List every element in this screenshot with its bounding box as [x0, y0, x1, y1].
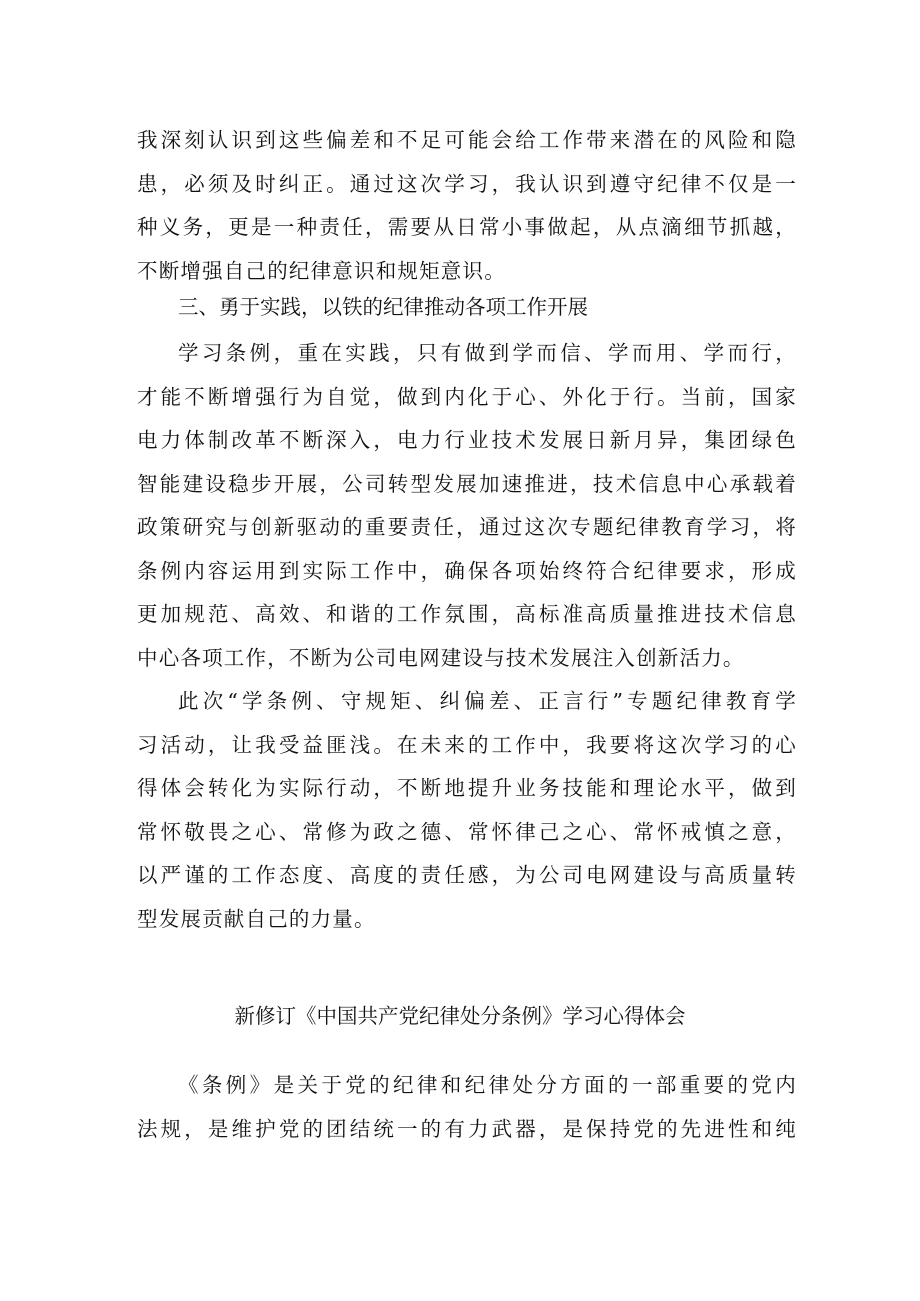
paragraph-line: 常怀敬畏之心、常修为政之德、常怀律己之心、常怀戒慎之意， — [137, 819, 797, 844]
paragraph-line: 条例内容运用到实际工作中，确保各项始终符合纪律要求，形成 — [137, 558, 797, 583]
article-title: 新修订《中国共产党纪律处分条例》学习心得体会 — [234, 1004, 686, 1028]
paragraph-line: 智能建设稳步开展，公司转型发展加速推进，技术信息中心承载着 — [137, 471, 797, 496]
paragraph-line: 我深刻认识到这些偏差和不足可能会给工作带来潜在的风险和隐 — [137, 128, 797, 152]
paragraph-line: 才能不断增强行为自觉，做到内化于心、外化于行。当前，国家 — [137, 384, 797, 409]
paragraph-line: 种义务，更是一种责任，需要从日常小事做起，从点滴细节抓越， — [137, 215, 797, 239]
paragraph-line: 中心各项工作，不断为公司电网建设与技术发展注入创新活力。 — [137, 645, 745, 670]
paragraph-line: 《条例》是关于党的纪律和纪律处分方面的一部重要的党内 — [178, 1073, 797, 1097]
paragraph-line: 学习条例，重在实践，只有做到学而信、学而用、学而行， — [178, 341, 797, 365]
paragraph-line: 不断增强自己的纪律意识和规矩意识。 — [137, 258, 506, 283]
body-paragraph — [137, 680, 797, 941]
paragraph-line: 法规，是维护党的团结统一的有力武器，是保持党的先进性和纯 — [137, 1116, 797, 1141]
body-paragraph — [137, 332, 797, 680]
section-heading: 三、勇于实践，以铁的纪律推动各项工作开展 — [178, 295, 588, 319]
paragraph-line: 此次“学条例、守规矩、纠偏差、正言行”专题纪律教育学 — [178, 689, 797, 713]
paragraph-line: 患，必须及时纠正。通过这次学习，我认识到遵守纪律不仅是一 — [137, 171, 797, 196]
body-paragraph — [137, 119, 797, 293]
paragraph-line: 更加规范、高效、和谐的工作氛围，高标准高质量推进技术信息 — [137, 602, 797, 626]
body-paragraph — [137, 1064, 797, 1151]
paragraph-line: 以严谨的工作态度、高度的责任感，为公司电网建设与高质量转 — [137, 863, 797, 887]
paragraph-line: 政策研究与创新驱动的重要责任，通过这次专题纪律教育学习，将 — [137, 515, 797, 539]
paragraph-line: 得体会转化为实际行动，不断地提升业务技能和理论水平，做到 — [137, 776, 797, 800]
paragraph-line: 型发展贡献自己的力量。 — [137, 906, 376, 931]
paragraph-line: 电力体制改革不断深入，电力行业技术发展日新月异，集团绿色 — [137, 428, 797, 452]
paragraph-line: 习活动，让我受益匪浅。在未来的工作中，我要将这次学习的心 — [137, 732, 797, 757]
